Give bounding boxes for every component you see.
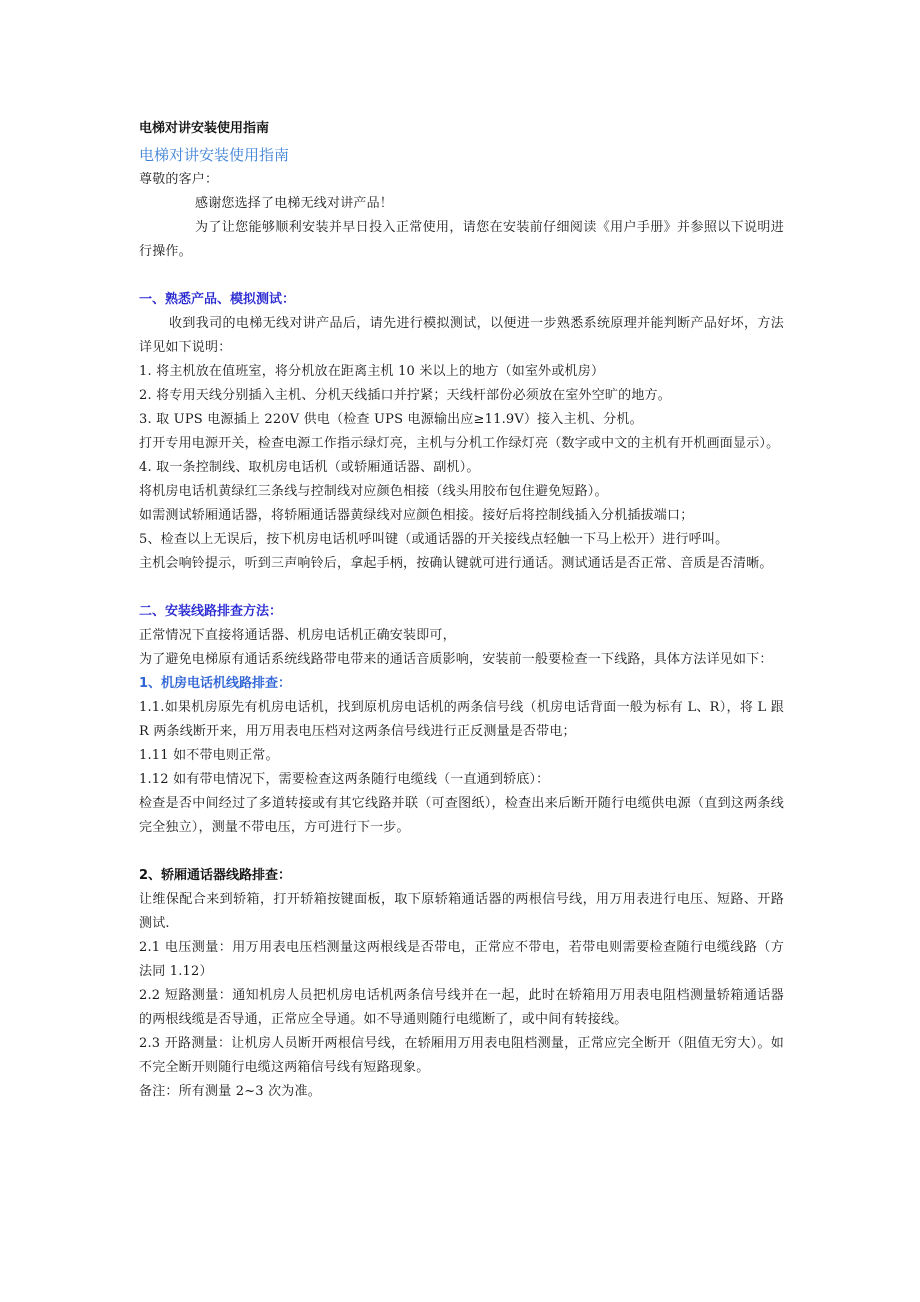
section-1-line: 4. 取一条控制线、取机房电话机（或轿厢通话器、副机）。 xyxy=(139,460,480,475)
section-2-heading: 二、安装线路排查方法： xyxy=(139,604,283,619)
subsection-2-line: 2.2 短路测量：通知机房人员把机房电话机两条信号线并在一起，此时在轿箱用万用表电阻档测量轿箱通话器的两根线缆是否导通，正常应全导通。如不导通则随行电缆断了，或中间有转接线。 xyxy=(139,988,784,1027)
section-1-line: 主机会响铃提示，听到三声响铃后，拿起手柄，按确认键就可进行通话。测试通话是否正常、音质是否清晰。 xyxy=(139,556,773,571)
document-title: 电梯对讲安装使用指南 xyxy=(139,121,270,136)
intro-thanks: 感谢您选择了电梯无线对讲产品！ xyxy=(195,196,394,211)
subsection-2-heading: 2、轿厢通话器线路排查： xyxy=(139,868,292,883)
subsection-1-heading: 1、机房电话机线路排查： xyxy=(139,676,292,691)
section-1-line: 5、检查以上无误后，按下机房电话机呼叫键（或通话器的开关接线点轻触一下马上松开）进行呼叫。 xyxy=(139,532,729,547)
section-2-line: 为了避免电梯原有通话系统线路带电带来的通话音质影响，安装前一般要检查一下线路，具体方法详见如下： xyxy=(139,652,773,667)
subsection-2-line: 2.1 电压测量：用万用表电压档测量这两根线是否带电，正常应不带电，若带电则需要检查随行电缆线路（方法同 1.12） xyxy=(139,940,784,979)
document-page xyxy=(139,118,784,1104)
section-1-line: 2. 将专用天线分别插入主机、分机天线插口并拧紧；天线杆部份必须放在室外空旷的地方。 xyxy=(139,388,671,403)
intro-instructions: 为了让您能够顺利安装并早日投入正常使用，请您在安装前仔细阅读《用户手册》并参照以下说明进行操作。 xyxy=(139,220,784,259)
document-subtitle: 电梯对讲安装使用指南 xyxy=(139,146,290,164)
spacer xyxy=(139,576,784,600)
section-2-line: 正常情况下直接将通话器、机房电话机正确安装即可， xyxy=(139,628,456,643)
greeting: 尊敬的客户： xyxy=(139,172,219,187)
section-1-line: 如需测试轿厢通话器，将轿厢通话器黄绿线对应颜色相接。接好后将控制线插入分机插拔端口； xyxy=(139,508,694,523)
section-1-intro: 收到我司的电梯无线对讲产品后，请先进行模拟测试，以便进一步熟悉系统原理并能判断产品好坏，方法详见如下说明： xyxy=(139,316,784,355)
subsection-1-line: 1.12 如有带电情况下，需要检查这两条随行电缆线（一直通到轿底）： xyxy=(139,772,550,787)
subsection-1-line: 检查是否中间经过了多道转接或有其它线路并联（可查图纸），检查出来后断开随行电缆供电源（直到这两条线完全独立），测量不带电压，方可进行下一步。 xyxy=(139,796,784,835)
subsection-1-line: 1.1.如果机房原先有机房电话机，找到原机房电话机的两条信号线（机房电话背面一般为标有 L、R），将 L 跟 R 两条线断开来，用万用表电压档对这两条信号线进行正反测量是否带电； xyxy=(139,700,784,739)
subsection-2-line: 让维保配合来到轿箱，打开轿箱按键面板，取下原轿箱通话器的两根信号线，用万用表进行电压、短路、开路测试. xyxy=(139,892,784,931)
subsection-2-line: 备注：所有测量 2~3 次为准。 xyxy=(139,1084,321,1099)
spacer xyxy=(139,264,784,288)
section-1-line: 打开专用电源开关，检查电源工作指示绿灯亮，主机与分机工作绿灯亮（数字或中文的主机有开机画面显示）。 xyxy=(139,436,780,451)
spacer xyxy=(139,840,784,864)
section-1-line: 将机房电话机黄绿红三条线与控制线对应颜色相接（线头用胶布包住避免短路）。 xyxy=(139,484,608,499)
subsection-2-line: 2.3 开路测量：让机房人员断开两根信号线，在轿厢用万用表电阻档测量，正常应完全断开（阻值无穷大）。如不完全断开则随行电缆这两箱信号线有短路现象。 xyxy=(139,1036,784,1075)
section-1-line: 3. 取 UPS 电源插上 220V 供电（检查 UPS 电源输出应≥11.9V）接入主机、分机。 xyxy=(139,412,643,427)
section-1-heading: 一、熟悉产品、模拟测试： xyxy=(139,292,296,307)
section-1-line: 1. 将主机放在值班室，将分机放在距离主机 10 米以上的地方（如室外或机房） xyxy=(139,364,605,379)
subsection-1-line: 1.11 如不带电则正常。 xyxy=(139,748,279,763)
